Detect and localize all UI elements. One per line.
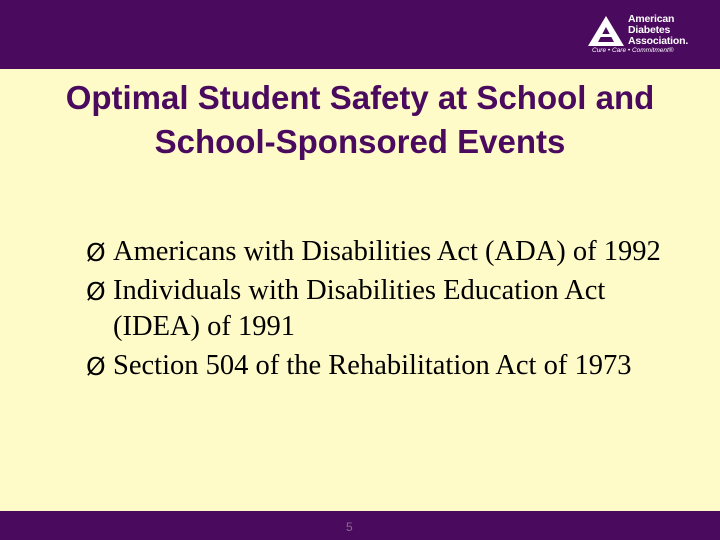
page-number: 5 [346,520,353,534]
arrow-bullet-icon: Ø [86,238,106,267]
logo-line-1: American [628,13,675,25]
logo-line-3: Association. [628,35,689,47]
bullet-text: Individuals with Disabilities Education Act (IDEA) of 1991 [113,275,606,342]
ada-logo [584,12,714,64]
logo-wordmark [628,14,688,47]
logo-line-2: Diabetes [628,24,671,36]
bullet-item [86,234,686,270]
header-bar [0,0,720,69]
bullet-list [86,234,686,387]
bullet-text: Section 504 of the Rehabilitation Act of 1973 [113,350,632,381]
bullet-text: Americans with Disabilities Act (ADA) of 1992 [113,236,661,267]
bullet-item [86,273,686,345]
slide-title: Optimal Student Safety at School and School-Sponsored Events [65,79,655,160]
ada-triangle-logo-icon [586,14,626,48]
bullet-item [86,348,686,384]
footer-bar [0,511,720,540]
arrow-bullet-icon: Ø [86,277,106,306]
logo-tagline: Cure • Care • Commitment® [592,47,674,54]
arrow-bullet-icon: Ø [86,352,106,381]
